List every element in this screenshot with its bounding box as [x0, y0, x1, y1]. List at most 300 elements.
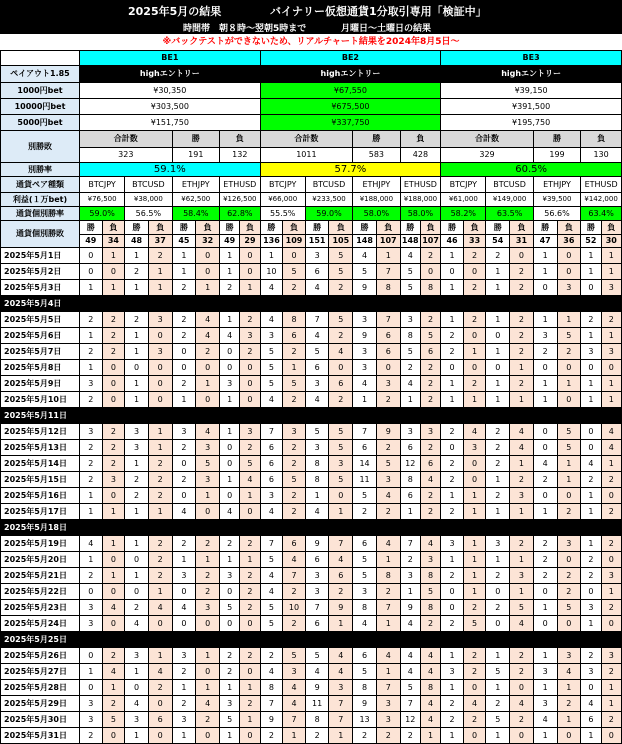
day-loss: 1	[601, 264, 621, 280]
day-win: 1	[486, 376, 510, 392]
loss-col-label: 負	[510, 221, 534, 235]
pair-name: BTCUSD	[486, 177, 533, 193]
win-value-2: 583	[353, 148, 400, 163]
day-label: 2025年5月19日	[1, 536, 80, 552]
pair-winrate-row	[1, 207, 622, 221]
day-win: 0	[80, 584, 103, 600]
day-win: 2	[533, 472, 557, 488]
group-be1: BE1	[80, 51, 261, 66]
day-label: 2025年5月24日	[1, 616, 80, 632]
day-win: 2	[125, 488, 149, 504]
day-win: 3	[400, 312, 420, 328]
day-win: 3	[305, 376, 329, 392]
day-loss: 4	[420, 664, 440, 680]
day-loss: 1	[376, 248, 400, 264]
day-win: 0	[172, 616, 196, 632]
day-win: 5	[353, 664, 377, 680]
day-loss: 4	[376, 648, 400, 664]
day-row	[1, 616, 622, 632]
day-loss: 1	[196, 680, 220, 696]
day-win: 1	[125, 456, 149, 472]
day-win: 2	[80, 344, 103, 360]
day-win: 2	[80, 392, 103, 408]
loss-value-2: 428	[400, 148, 441, 163]
day-win: 4	[400, 376, 420, 392]
day-win: 2	[219, 536, 239, 552]
day-loss: 4	[510, 440, 534, 456]
day-win: 1	[125, 376, 149, 392]
day-win: 4	[260, 664, 283, 680]
day-win: 1	[441, 680, 464, 696]
day-loss: 4	[196, 424, 220, 440]
day-loss: 0	[102, 584, 125, 600]
day-win: 3	[260, 488, 283, 504]
day-loss: 1	[557, 712, 581, 728]
closed-day-row	[1, 296, 622, 312]
day-row	[1, 472, 622, 488]
day-loss: 5	[420, 328, 440, 344]
day-win: 0	[533, 280, 557, 296]
day-win: 0	[486, 584, 510, 600]
day-label: 2025年5月5日	[1, 312, 80, 328]
day-loss: 0	[148, 616, 172, 632]
day-win: 0	[219, 440, 239, 456]
loss-col-label: 負	[240, 221, 260, 235]
day-win: 4	[260, 312, 283, 328]
day-win: 4	[219, 328, 239, 344]
day-loss: 1	[102, 248, 125, 264]
day-loss: 2	[420, 488, 440, 504]
day-win: 0	[441, 360, 464, 376]
day-win: 1	[486, 680, 510, 696]
closed-day-fill	[80, 632, 622, 648]
pair-total: 30	[601, 235, 621, 248]
day-win: 1	[581, 504, 601, 520]
day-loss: 2	[196, 712, 220, 728]
day-win: 3	[125, 712, 149, 728]
day-win: 1	[80, 488, 103, 504]
day-loss: 1	[148, 280, 172, 296]
day-win: 5	[486, 712, 510, 728]
pair-total: 107	[420, 235, 440, 248]
pairs-label: 通貨ペア種類	[1, 177, 80, 193]
winrate-value-2: 57.7%	[260, 163, 441, 177]
day-row	[1, 504, 622, 520]
day-loss: 1	[463, 504, 486, 520]
day-win: 1	[80, 360, 103, 376]
day-loss: 5	[510, 600, 534, 616]
day-loss: 1	[557, 456, 581, 472]
day-loss: 2	[148, 248, 172, 264]
day-loss: 4	[420, 712, 440, 728]
day-loss: 2	[283, 488, 306, 504]
day-loss: 9	[376, 424, 400, 440]
day-loss: 3	[557, 648, 581, 664]
day-win: 1	[172, 248, 196, 264]
day-win: 4	[400, 648, 420, 664]
day-loss: 0	[102, 360, 125, 376]
day-win: 3	[80, 616, 103, 632]
day-win: 4	[260, 504, 283, 520]
day-win: 1	[400, 584, 420, 600]
day-loss: 6	[283, 328, 306, 344]
day-win: 3	[581, 664, 601, 680]
win-col-label: 勝	[441, 221, 464, 235]
day-win: 1	[486, 392, 510, 408]
day-loss: 3	[510, 488, 534, 504]
day-win: 0	[172, 488, 196, 504]
day-win: 2	[581, 568, 601, 584]
day-win: 3	[80, 600, 103, 616]
day-win: 3	[80, 712, 103, 728]
day-loss: 2	[148, 456, 172, 472]
pair-profit: ¥142,000	[581, 193, 622, 207]
day-loss: 2	[601, 504, 621, 520]
notice-text: ※バックテストができないため、リアルチャート結果を2024年8月5日～	[162, 37, 460, 47]
day-loss: 5	[283, 472, 306, 488]
day-win: 14	[353, 456, 377, 472]
day-loss: 4	[510, 696, 534, 712]
day-win: 2	[441, 344, 464, 360]
day-win: 7	[260, 424, 283, 440]
pair-winrate: 59.0%	[305, 207, 352, 221]
pair-total: 49	[219, 235, 239, 248]
day-loss: 2	[102, 696, 125, 712]
day-win: 5	[353, 264, 377, 280]
day-loss: 10	[283, 600, 306, 616]
pair-name: ETHJPY	[533, 177, 580, 193]
day-loss: 0	[420, 264, 440, 280]
day-loss: 4	[196, 696, 220, 712]
day-loss: 0	[557, 248, 581, 264]
day-label: 2025年5月8日	[1, 360, 80, 376]
day-win: 8	[305, 456, 329, 472]
day-loss: 2	[240, 568, 260, 584]
loss-col-label: 負	[376, 221, 400, 235]
day-win: 4	[400, 664, 420, 680]
day-loss: 0	[196, 264, 220, 280]
day-loss: 2	[510, 264, 534, 280]
day-win: 3	[125, 648, 149, 664]
day-label: 2025年5月28日	[1, 680, 80, 696]
day-win: 6	[305, 264, 329, 280]
day-loss: 2	[510, 536, 534, 552]
day-win: 12	[400, 456, 420, 472]
winrate-label: 別勝率	[1, 163, 80, 177]
day-loss: 2	[148, 488, 172, 504]
day-win: 2	[172, 328, 196, 344]
day-win: 6	[260, 440, 283, 456]
day-loss: 2	[463, 376, 486, 392]
pair-name: BTCJPY	[441, 177, 486, 193]
day-loss: 2	[601, 536, 621, 552]
day-win: 1	[125, 728, 149, 744]
day-loss: 0	[283, 248, 306, 264]
day-loss: 2	[510, 664, 534, 680]
day-label: 2025年5月7日	[1, 344, 80, 360]
day-win: 3	[172, 648, 196, 664]
day-win: 0	[533, 488, 557, 504]
day-label: 2025年5月25日	[1, 632, 80, 648]
day-win: 9	[400, 600, 420, 616]
day-win: 3	[125, 424, 149, 440]
day-loss: 3	[463, 440, 486, 456]
b10000-value-1: ¥303,500	[80, 99, 261, 115]
day-loss: 2	[148, 536, 172, 552]
day-win: 1	[125, 248, 149, 264]
day-win: 1	[581, 728, 601, 744]
day-win: 5	[400, 280, 420, 296]
day-win: 1	[125, 504, 149, 520]
day-loss: 0	[240, 504, 260, 520]
day-win: 2	[80, 456, 103, 472]
day-win: 5	[305, 344, 329, 360]
day-loss: 7	[376, 600, 400, 616]
day-loss: 0	[463, 728, 486, 744]
day-loss: 1	[240, 712, 260, 728]
day-win: 2	[125, 312, 149, 328]
day-loss: 1	[601, 680, 621, 696]
day-win: 7	[260, 696, 283, 712]
day-loss: 3	[196, 472, 220, 488]
day-loss: 1	[196, 552, 220, 568]
day-loss: 2	[601, 312, 621, 328]
day-loss: 1	[148, 440, 172, 456]
day-win: 3	[400, 424, 420, 440]
day-loss: 2	[420, 392, 440, 408]
winrate-value-3: 60.5%	[441, 163, 622, 177]
day-loss: 4	[376, 488, 400, 504]
corner-cell	[1, 51, 80, 66]
day-win: 2	[219, 648, 239, 664]
day-win: 4	[125, 616, 149, 632]
day-loss: 1	[329, 728, 353, 744]
day-loss: 1	[102, 280, 125, 296]
day-win: 2	[219, 280, 239, 296]
day-win: 3	[353, 584, 377, 600]
day-loss: 6	[329, 376, 353, 392]
day-win: 0	[533, 584, 557, 600]
day-row	[1, 536, 622, 552]
day-win: 9	[353, 280, 377, 296]
bet-5000-row	[1, 115, 622, 131]
day-win: 9	[353, 696, 377, 712]
day-win: 3	[486, 536, 510, 552]
day-loss: 2	[102, 456, 125, 472]
day-win: 1	[219, 552, 239, 568]
day-loss: 2	[148, 568, 172, 584]
day-win: 2	[441, 712, 464, 728]
day-loss: 4	[329, 664, 353, 680]
day-loss: 2	[463, 312, 486, 328]
day-loss: 5	[329, 312, 353, 328]
day-loss: 0	[601, 728, 621, 744]
day-loss: 8	[420, 680, 440, 696]
pair-total: 33	[463, 235, 486, 248]
day-loss: 4	[283, 696, 306, 712]
day-loss: 0	[510, 248, 534, 264]
record-values-row	[1, 148, 622, 163]
pair-record-label: 通貨個別勝敗	[1, 221, 80, 248]
pair-name: BTCUSD	[305, 177, 352, 193]
day-win: 1	[172, 552, 196, 568]
day-loss: 1	[148, 648, 172, 664]
day-loss: 3	[510, 568, 534, 584]
day-loss: 3	[283, 664, 306, 680]
pair-total: 46	[441, 235, 464, 248]
day-win: 2	[486, 456, 510, 472]
pair-totals-row	[1, 235, 622, 248]
day-win: 5	[260, 360, 283, 376]
day-loss: 1	[376, 616, 400, 632]
day-loss: 2	[196, 568, 220, 584]
day-win: 0	[581, 440, 601, 456]
day-loss: 0	[463, 328, 486, 344]
day-win: 0	[581, 280, 601, 296]
profit-row	[1, 193, 622, 207]
day-row	[1, 696, 622, 712]
group-be2: BE2	[260, 51, 441, 66]
day-loss: 2	[420, 248, 440, 264]
day-win: 5	[305, 648, 329, 664]
day-loss: 6	[420, 344, 440, 360]
title-left: 2025年5月の結果	[128, 5, 222, 18]
day-win: 2	[260, 728, 283, 744]
day-row	[1, 280, 622, 296]
day-win: 4	[172, 504, 196, 520]
day-win: 8	[400, 472, 420, 488]
pair-total: 148	[353, 235, 377, 248]
day-win: 0	[581, 424, 601, 440]
day-loss: 2	[240, 536, 260, 552]
day-loss: 2	[283, 344, 306, 360]
day-win: 2	[80, 472, 103, 488]
win-col-label: 勝	[172, 221, 196, 235]
day-loss: 5	[329, 424, 353, 440]
day-win: 4	[305, 328, 329, 344]
pair-profit: ¥62,500	[172, 193, 219, 207]
pair-name: ETHJPY	[353, 177, 400, 193]
day-loss: 1	[601, 392, 621, 408]
day-loss: 0	[102, 728, 125, 744]
winrate-value-1: 59.1%	[80, 163, 261, 177]
day-win: 0	[219, 456, 239, 472]
pair-total: 45	[172, 235, 196, 248]
day-label: 2025年5月26日	[1, 648, 80, 664]
day-loss: 4	[329, 552, 353, 568]
day-win: 1	[441, 728, 464, 744]
day-loss: 3	[196, 600, 220, 616]
day-label: 2025年5月17日	[1, 504, 80, 520]
b5000-value-3: ¥195,750	[441, 115, 622, 131]
day-loss: 3	[557, 280, 581, 296]
day-loss: 0	[196, 728, 220, 744]
day-win: 1	[486, 264, 510, 280]
day-win: 8	[260, 680, 283, 696]
day-label: 2025年5月16日	[1, 488, 80, 504]
pair-winrate: 59.0%	[80, 207, 125, 221]
day-win: 4	[353, 248, 377, 264]
day-win: 4	[125, 696, 149, 712]
day-loss: 1	[283, 360, 306, 376]
day-row	[1, 664, 622, 680]
day-loss: 1	[463, 488, 486, 504]
day-win: 3	[581, 344, 601, 360]
pair-total: 105	[329, 235, 353, 248]
day-loss: 1	[283, 728, 306, 744]
loss-col-label: 負	[148, 221, 172, 235]
day-win: 7	[260, 536, 283, 552]
day-win: 2	[400, 552, 420, 568]
win-header-3: 勝	[533, 131, 580, 148]
day-loss: 0	[601, 616, 621, 632]
day-loss: 0	[240, 264, 260, 280]
day-loss: 2	[102, 344, 125, 360]
day-loss: 3	[283, 424, 306, 440]
pair-total: 136	[260, 235, 283, 248]
day-loss: 2	[601, 472, 621, 488]
day-loss: 4	[148, 664, 172, 680]
day-win: 5	[353, 568, 377, 584]
day-win: 0	[125, 360, 149, 376]
day-win: 0	[441, 264, 464, 280]
day-loss: 1	[196, 488, 220, 504]
day-win: 2	[172, 696, 196, 712]
day-win: 7	[400, 536, 420, 552]
day-win: 1	[219, 392, 239, 408]
pair-profit: ¥233,500	[305, 193, 352, 207]
day-win: 1	[441, 392, 464, 408]
day-win: 6	[305, 616, 329, 632]
day-win: 1	[533, 504, 557, 520]
day-loss: 3	[601, 280, 621, 296]
day-win: 4	[305, 504, 329, 520]
day-loss: 1	[148, 424, 172, 440]
day-win: 1	[533, 392, 557, 408]
day-win: 0	[219, 344, 239, 360]
day-label: 2025年5月27日	[1, 664, 80, 680]
day-win: 8	[305, 712, 329, 728]
day-win: 3	[80, 696, 103, 712]
day-win: 1	[80, 328, 103, 344]
entry-row	[1, 66, 622, 83]
day-loss: 0	[557, 728, 581, 744]
day-win: 1	[353, 392, 377, 408]
day-row	[1, 376, 622, 392]
day-loss: 2	[283, 280, 306, 296]
day-win: 1	[441, 552, 464, 568]
day-loss: 1	[557, 680, 581, 696]
day-win: 11	[353, 472, 377, 488]
day-loss: 1	[102, 536, 125, 552]
day-win: 1	[581, 264, 601, 280]
day-row	[1, 600, 622, 616]
day-label: 2025年5月6日	[1, 328, 80, 344]
day-label: 2025年5月11日	[1, 408, 80, 424]
day-win: 2	[533, 536, 557, 552]
day-loss: 2	[510, 472, 534, 488]
day-win: 2	[353, 728, 377, 744]
day-row	[1, 344, 622, 360]
day-win: 2	[125, 472, 149, 488]
day-win: 2	[581, 552, 601, 568]
day-win: 0	[172, 344, 196, 360]
day-win: 2	[486, 696, 510, 712]
day-loss: 1	[240, 680, 260, 696]
day-loss: 0	[557, 392, 581, 408]
day-loss: 0	[148, 360, 172, 376]
day-win: 5	[400, 680, 420, 696]
